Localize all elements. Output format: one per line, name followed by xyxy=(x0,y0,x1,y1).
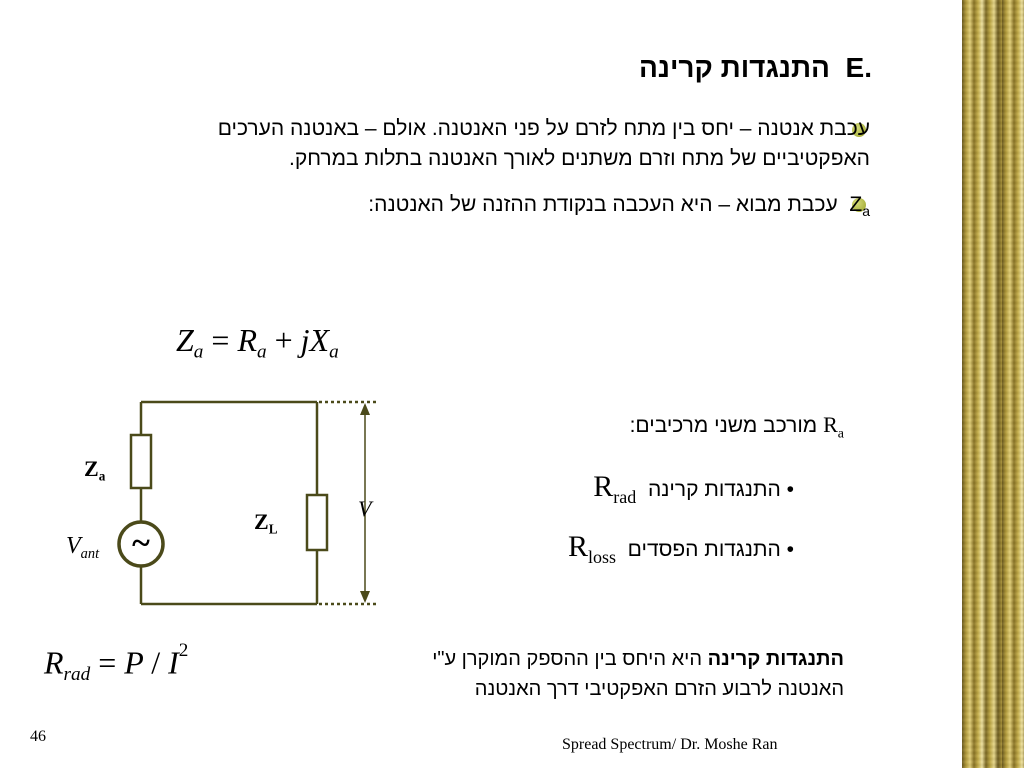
bullet-2-text: עכבת מבוא – היא העכבה בנקודת ההזנה של האנטנה: xyxy=(368,193,838,216)
title-letter: E. xyxy=(845,52,872,83)
v-label: V xyxy=(358,496,372,521)
zl-label: $Z_L$ xyxy=(254,509,278,537)
bullet-1 xyxy=(30,114,870,174)
vant-label: $V_{ant}$ xyxy=(66,533,100,563)
page-number: 46 xyxy=(30,728,46,745)
v-arrow-head-bottom xyxy=(360,591,370,603)
footer-text: Spread Spectrum/ Dr. Moshe Ran xyxy=(562,736,778,753)
source-tilde: ~ xyxy=(132,525,150,562)
decorative-border-strip xyxy=(962,0,1024,768)
slide-title xyxy=(639,52,872,84)
ra-intro: $R_a$ מורכב משני מרכיבים: xyxy=(629,412,844,442)
za-symbol: $Z_a$ xyxy=(849,193,870,220)
zl-resistor xyxy=(307,495,327,550)
bullet-1-line1: עכבת אנטנה – יחס בין מתח לזרם על פני האנטנה. אולם – באנטנה הערכים xyxy=(217,117,870,140)
za-label: $Z_a$ xyxy=(84,456,106,484)
ra-item-rrad: • התנגדות קרינה $R_{rad}$ xyxy=(593,470,794,507)
bullet-1-line2: האפקטיביים של מתח וזרם משתנים לאורך האנטנה בתלות במרחק. xyxy=(288,147,870,170)
bullet-2 xyxy=(170,190,870,226)
ra-item-rloss: • התנגדות הפסדים $R_{loss}$ xyxy=(567,530,794,567)
rrad-equation: $R_{rad} = P / I^2$ xyxy=(44,640,189,685)
za-resistor xyxy=(131,435,151,488)
impedance-equation: $Z_a = R_a + jX_a$ xyxy=(176,322,339,363)
v-arrow-head-top xyxy=(360,403,370,415)
radiation-resistance-definition: התנגדות קרינה היא היחס בין ההספק המוקרן ע"י האנטנה לרבוע הזרם האפקטיבי דרך האנטנה xyxy=(432,648,844,700)
title-text: התנגדות קרינה xyxy=(638,52,830,83)
